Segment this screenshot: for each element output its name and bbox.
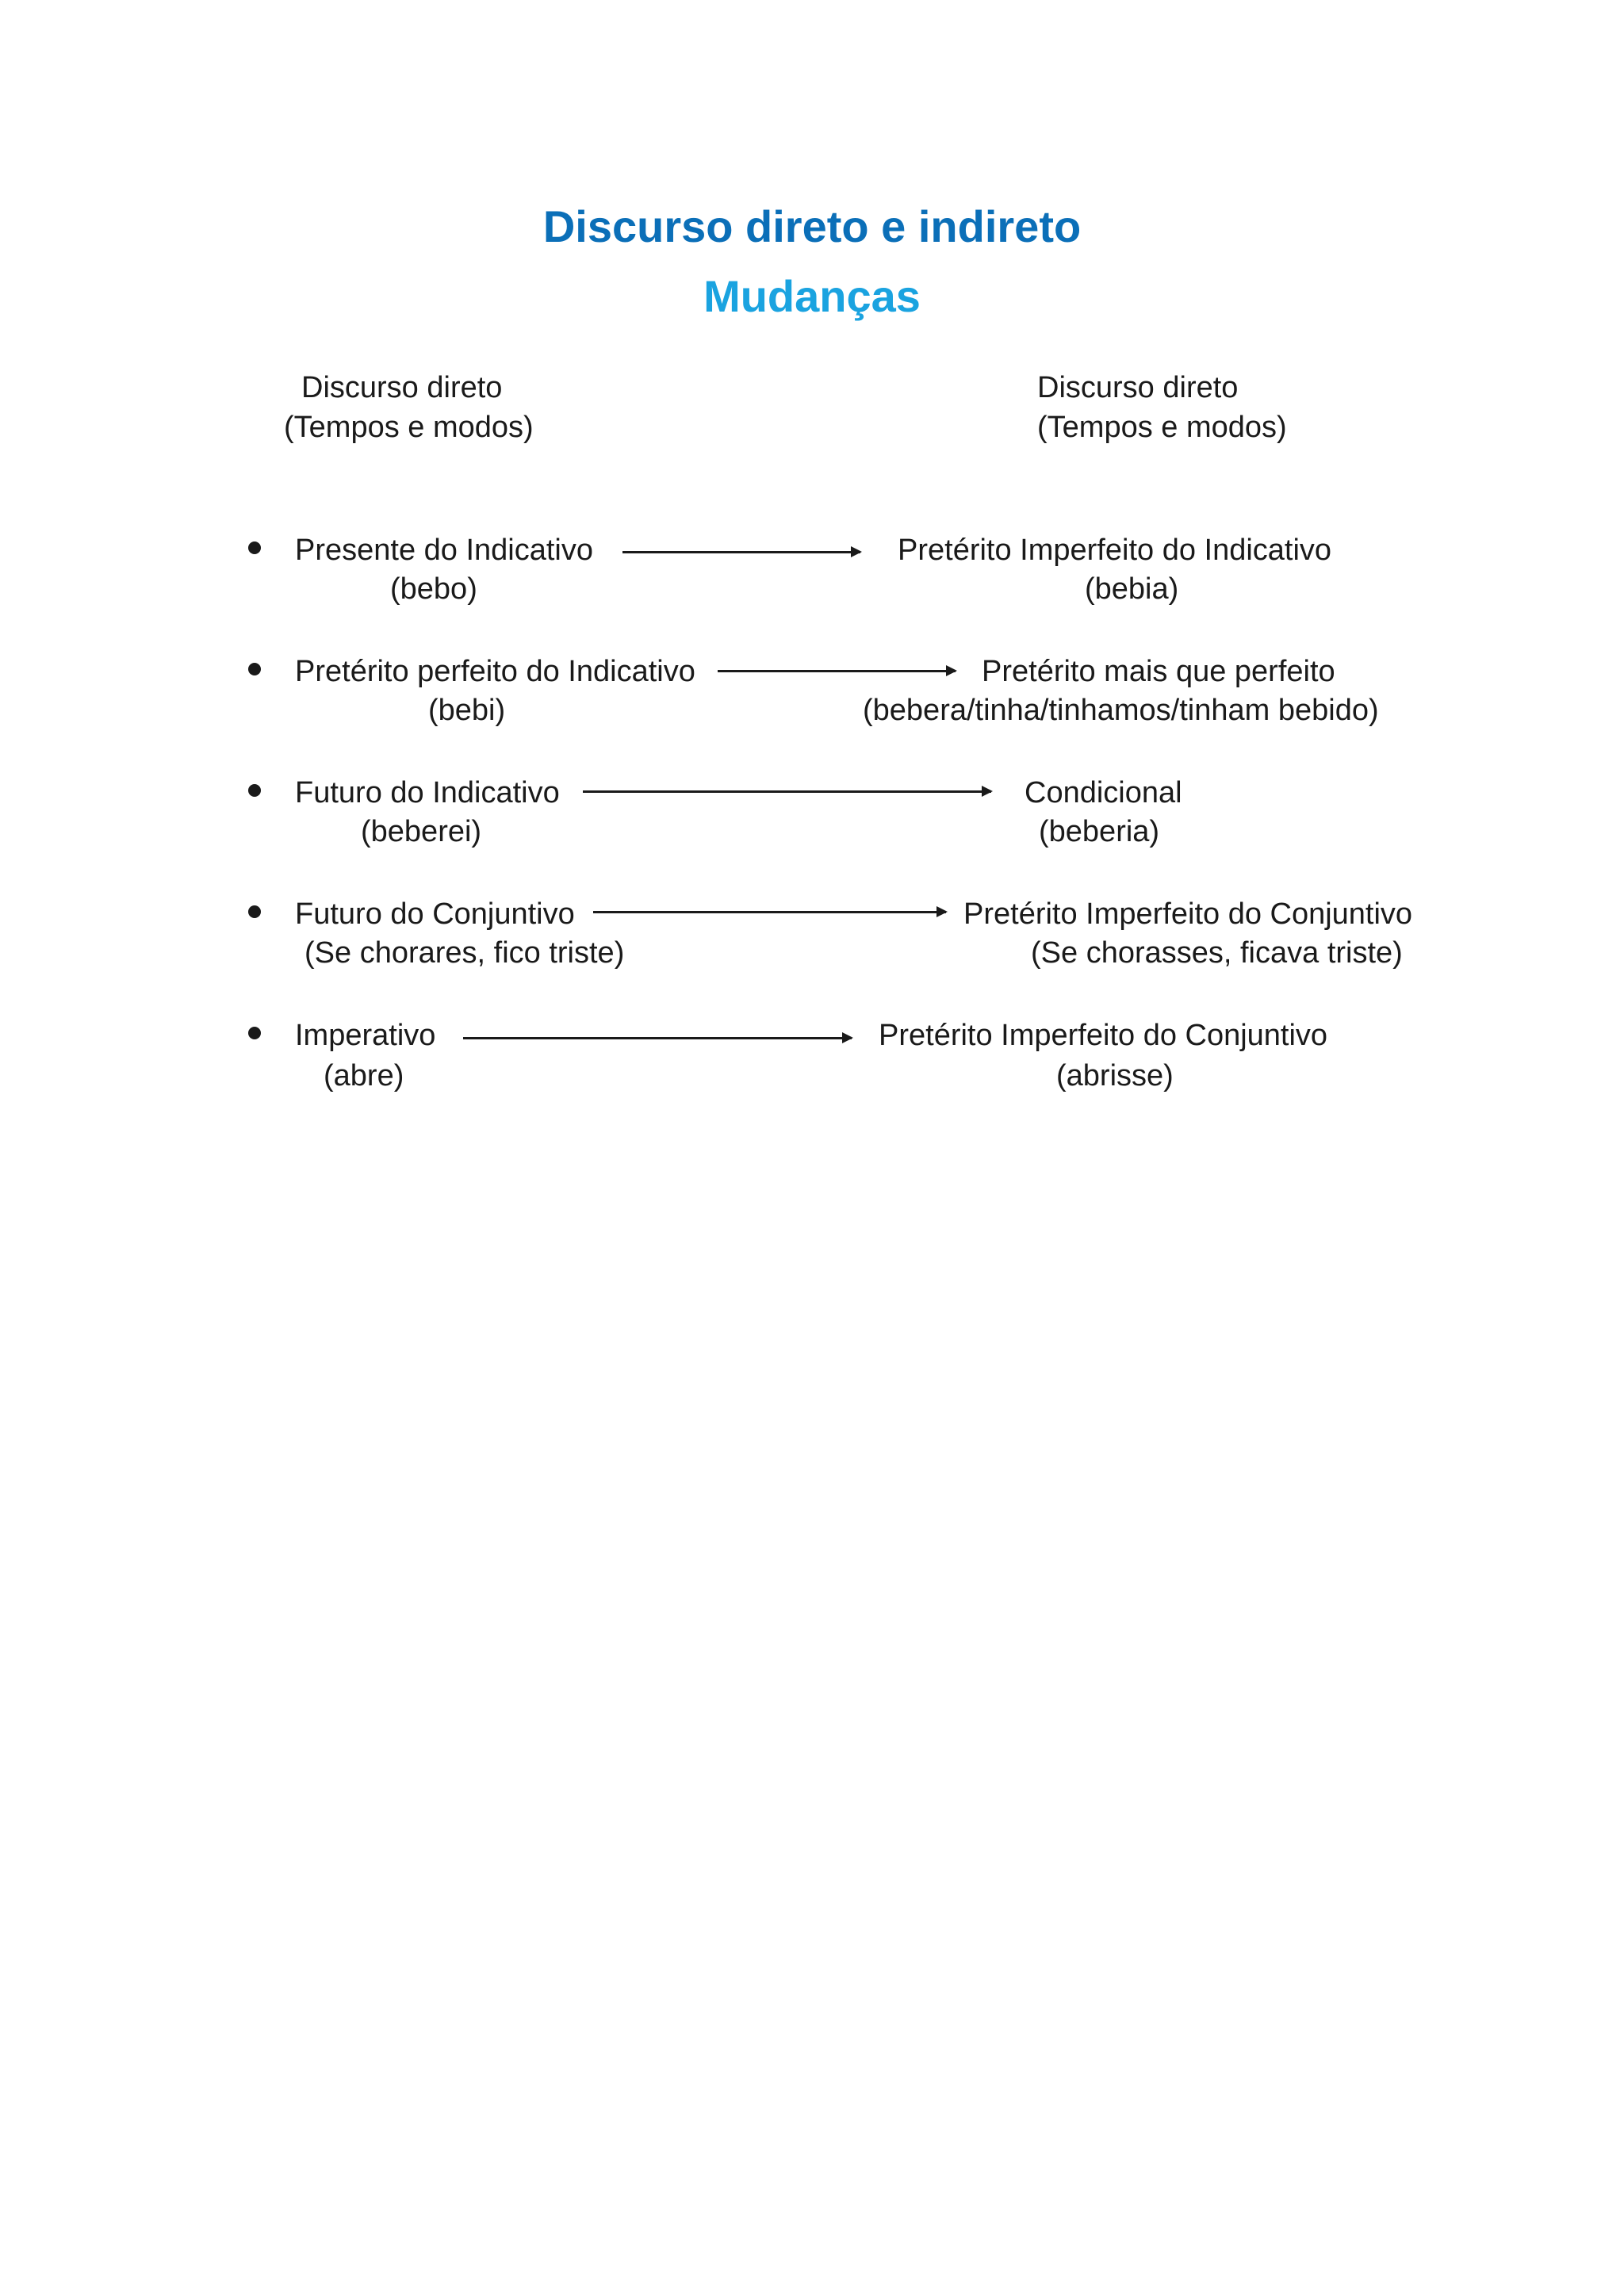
- row-1-indirect-example: (bebia): [1085, 572, 1179, 606]
- arrow-right-icon: [583, 790, 991, 793]
- bullet-icon: [248, 541, 261, 554]
- left-column-subheading: (Tempos e modos): [284, 411, 534, 444]
- row-1-direct-example: (bebo): [390, 572, 477, 606]
- page-title: Discurso direto e indireto: [542, 201, 1082, 251]
- row-1-indirect-tense: Pretérito Imperfeito do Indicativo: [898, 534, 1332, 567]
- row-3-direct-example: (beberei): [361, 815, 482, 848]
- row-1-direct-tense: Presente do Indicativo: [295, 534, 594, 567]
- right-column-subheading: (Tempos e modos): [1037, 411, 1287, 444]
- row-5-indirect-example: (abrisse): [1056, 1059, 1174, 1093]
- row-5-direct-example: (abre): [324, 1059, 404, 1093]
- arrow-right-icon: [593, 911, 946, 913]
- bullet-icon: [248, 784, 261, 797]
- left-column-heading: Discurso direto: [301, 371, 503, 404]
- row-2-indirect-example: (bebera/tinha/tinhamos/tinham bebido): [863, 694, 1379, 727]
- page-subtitle: Mudanças: [703, 271, 921, 321]
- row-5-indirect-tense: Pretérito Imperfeito do Conjuntivo: [879, 1019, 1328, 1052]
- row-3-indirect-example: (beberia): [1039, 815, 1160, 848]
- right-column-heading: Discurso direto: [1037, 371, 1239, 404]
- bullet-icon: [248, 905, 261, 918]
- bullet-icon: [248, 1027, 261, 1039]
- row-4-direct-example: (Se chorares, fico triste): [304, 936, 625, 970]
- row-3-direct-tense: Futuro do Indicativo: [295, 776, 560, 809]
- row-4-indirect-tense: Pretérito Imperfeito do Conjuntivo: [963, 897, 1413, 931]
- row-5-direct-tense: Imperativo: [295, 1019, 436, 1052]
- bullet-icon: [248, 663, 261, 675]
- row-2-direct-example: (bebi): [428, 694, 506, 727]
- arrow-right-icon: [463, 1037, 852, 1039]
- arrow-right-icon: [718, 670, 956, 672]
- row-4-direct-tense: Futuro do Conjuntivo: [295, 897, 575, 931]
- row-2-direct-tense: Pretérito perfeito do Indicativo: [295, 655, 695, 688]
- row-3-indirect-tense: Condicional: [1025, 776, 1182, 809]
- arrow-right-icon: [622, 551, 860, 553]
- row-4-indirect-example: (Se chorasses, ficava triste): [1031, 936, 1403, 970]
- row-2-indirect-tense: Pretérito mais que perfeito: [982, 655, 1335, 688]
